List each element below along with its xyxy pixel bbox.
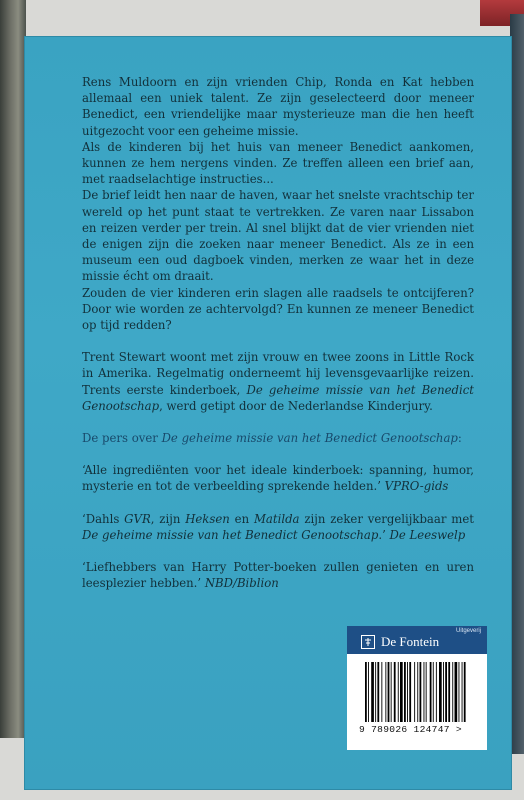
review-3-source: NBD/Biblion xyxy=(204,576,279,591)
author-bio-book-title: De geheime missie van het Benedict Genootschap xyxy=(82,382,474,413)
author-bio-text-end: , werd getipt door de Nederlandse Kinderjury. xyxy=(159,398,433,413)
press-heading-suffix: : xyxy=(457,431,462,446)
author-bio xyxy=(82,349,474,414)
blurb-paragraph-1: Rens Muldoorn en zijn vrienden Chip, Ronda en Kat hebben allemaal een uniek talent. Ze zijn geselecteerd door meneer Benedict, een vriendelijke maar mysterieuze man die hen heeft uitgezocht voor een geheime missie. xyxy=(82,75,474,138)
blurb-paragraph-2: Als de kinderen bij het huis van meneer Benedict aankomen, kunnen ze hem nergens vinden. Ze treffen alleen een brief aan, met raadselachtige instructies... xyxy=(82,139,474,187)
publisher-name: De Fontein xyxy=(381,634,440,649)
review-2-title-matilda: Matilda xyxy=(253,511,300,526)
isbn-number: 9 789026 124747 > xyxy=(359,724,462,735)
press-heading-title: De geheime missie van het Benedict Genootschap xyxy=(161,431,458,446)
review-3-text: ‘Liefhebbers van Harry Potter-boeken zullen genieten en uren leesplezier hebben.’ xyxy=(82,560,474,591)
barcode xyxy=(365,662,473,722)
publisher-logo-icon xyxy=(361,635,375,649)
review-2-text-c: , zijn xyxy=(150,511,186,526)
author-bio-text: Trent Stewart woont met zijn vrouw en twee zoons in Little Rock in Amerika. Regelmatig onderneemt hij levensgevaarlijke reizen. Trents eerste kinderboek, xyxy=(82,350,474,397)
review-3 xyxy=(82,559,474,591)
publisher-banner xyxy=(347,626,487,654)
book-page-edge xyxy=(0,0,26,738)
review-1-source: VPRO-gids xyxy=(384,479,449,494)
barcode-panel xyxy=(347,626,487,750)
review-1-text: ‘Alle ingrediënten voor het ideale kinderboek: spanning, humor, mysterie en tot de verbeelding sprekende helden.’ xyxy=(82,463,474,494)
review-2-title-gvr: GVR xyxy=(124,511,151,526)
blurb-paragraph-4: Zouden de vier kinderen erin slagen alle raadsels te ontcijferen? Door wie worden ze achtervolgd? En kunnen ze meneer Benedict op tijd redden? xyxy=(82,285,474,333)
back-cover-text xyxy=(82,74,474,591)
book-spine-right xyxy=(510,14,524,754)
review-2 xyxy=(82,511,474,543)
review-2-text-a: ‘Dahls xyxy=(82,511,125,526)
publisher-small-label: Uitgeverij xyxy=(455,628,481,634)
review-1 xyxy=(82,462,474,494)
review-2-text-e: en xyxy=(229,511,254,526)
blurb-paragraph-3: De brief leidt hen naar de haven, waar het snelste vrachtschip ter wereld op het punt staat te vertrekken. Ze varen naar Lissabon en reizen verder per trein. Al snel blijkt dat de vier vrienden niet de enigen zijn die zoeken naar meneer Benedict. Als ze in een museum een oud dagboek vinden, merken ze waar het in deze missie écht om draait. xyxy=(82,188,474,284)
press-heading-prefix: De pers over xyxy=(82,431,162,446)
review-2-title-book: De geheime missie van het Benedict Genootschap xyxy=(82,527,379,542)
review-2-title-heksen: Heksen xyxy=(185,511,230,526)
review-2-text-g: zijn zeker vergelijkbaar met xyxy=(299,511,474,526)
review-2-source: De Leeswelp xyxy=(389,527,466,542)
press-heading xyxy=(82,430,474,446)
review-2-text-i: .’ xyxy=(378,527,390,542)
